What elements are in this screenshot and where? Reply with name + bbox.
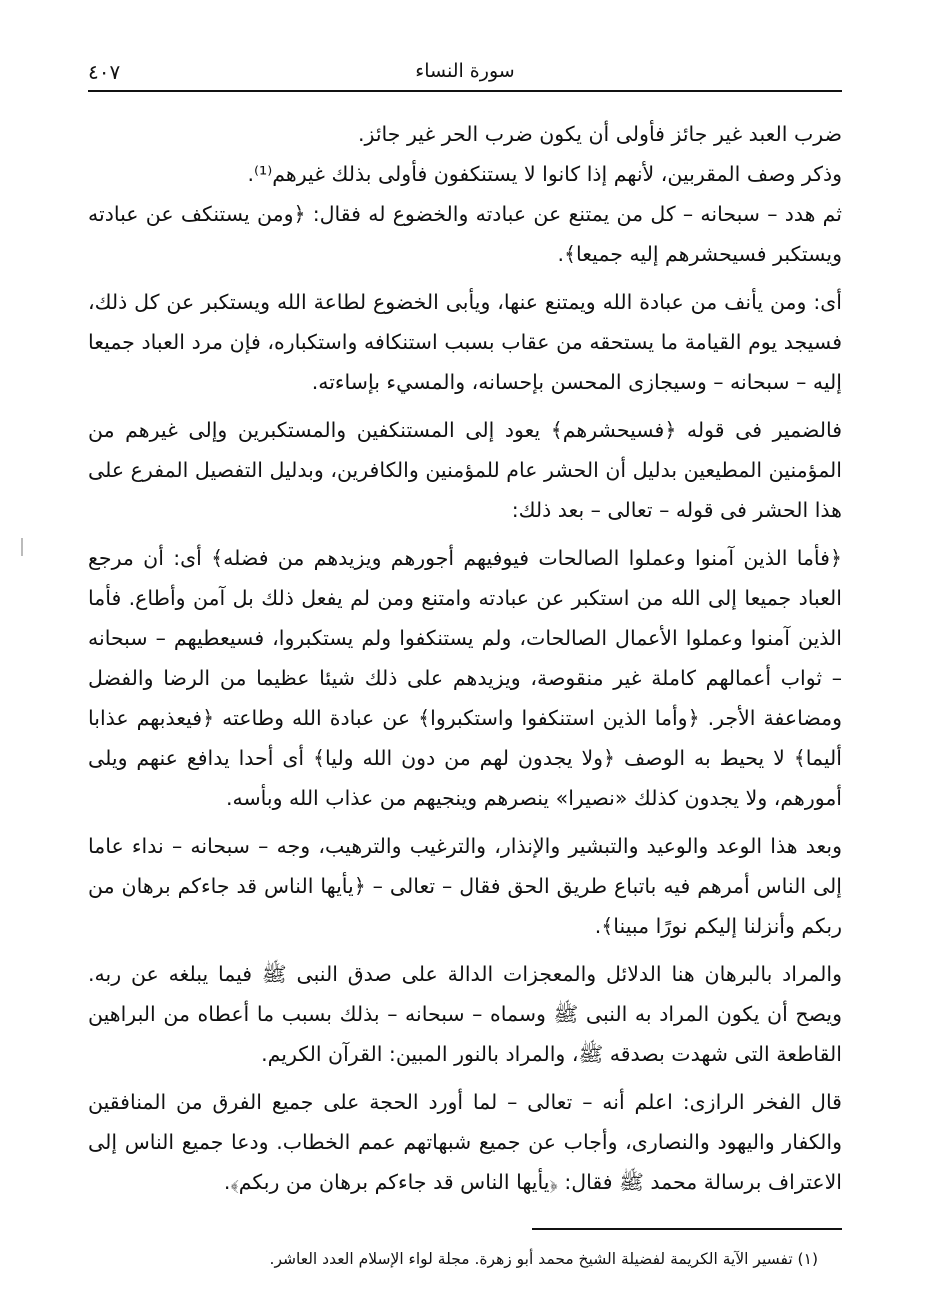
- paragraph: قال الفخر الرازى: اعلم أنه – تعالى – لما أورد الحجة على جميع الفرق من المنافقين والكفار واليهود والنصارى، وأجاب عن جميع شبهاتهم عمم الخطاب. ودعا جميع الناس إلى الاعتراف برسالة محمد ﷺ فقال: ﴿يأيها الناس قد جاءكم برهان من ربكم﴾.: [88, 1090, 842, 1194]
- paragraph: والمراد بالبرهان هنا الدلائل والمعجزات الدالة على صدق النبى ﷺ فيما يبلغه عن ربه. ويصح أن يكون المراد به النبى ﷺ وسماه – سبحانه – بذلك بسبب ما أعطاه من البراهين القاطعة التى شهدت بصدقه ﷺ، والمراد بالنور المبين: القرآن الكريم.: [88, 962, 842, 1066]
- paragraph: وذكر وصف المقربين، لأنهم إذا كانوا لا يستنكفون فأولى بذلك غيرهم⁽¹⁾.: [247, 162, 842, 186]
- page-number: ٤٠٧: [88, 60, 121, 84]
- paragraph: ضرب العبد غير جائز فأولى أن يكون ضرب الحر غير جائز.: [358, 122, 842, 146]
- paragraph: وبعد هذا الوعد والوعيد والتبشير والإنذار، والترغيب والترهيب، وجه – سبحانه – نداء عاما إلى الناس أمرهم فيه باتباع طريق الحق فقال – تعالى – ﴿يأيها الناس قد جاءكم برهان من ربكم وأنزلنا إليكم نورًا مبينا﴾.: [88, 834, 842, 938]
- running-title: سورة النساء: [415, 60, 515, 82]
- page-header: [88, 50, 842, 92]
- footnote-divider: [532, 1228, 842, 1230]
- footnote: (١) تفسير الآية الكريمة لفضيلة الشيخ محمد أبو زهرة. مجلة لواء الإسلام العدد العاشر.: [269, 1250, 818, 1268]
- paragraph: ﴿فأما الذين آمنوا وعملوا الصالحات فيوفيهم أجورهم ويزيدهم من فضله﴾ أى: أن مرجع العباد جميعا إلى الله من استكبر عن عبادته وامتنع ومن لم يفعل ذلك بل آمن وأطاع. فأما الذين آمنوا وعملوا الأعمال الصالحات، ولم يستنكفوا ولم يستكبروا، فسيعطيهم – سبحانه – ثواب أعمالهم كاملة غير منقوصة، ويزيدهم على ذلك شيئا عظيما من الرضا والفضل ومضاعفة الأجر. ﴿وأما الذين استنكفوا واستكبروا﴾ عن عبادة الله وطاعته ﴿فيعذبهم عذابا أليما﴾ لا يحيط به الوصف ﴿ولا يجدون لهم من دون الله وليا﴾ أى أحدا يدافع عنهم ويلى أمورهم، ولا يجدون كذلك «نصيرا» ينصرهم وينجيهم من عذاب الله وبأسه.: [88, 546, 842, 810]
- paragraph: فالضمير فى قوله ﴿فسيحشرهم﴾ يعود إلى المستنكفين والمستكبرين وإلى غيرهم من المؤمنين المطيعين بدليل أن الحشر عام للمؤمنين والكافرين، وبدليل التفصيل المفرع على هذا الحشر فى قوله – تعالى – بعد ذلك:: [88, 418, 842, 522]
- paragraph: أى: ومن يأنف من عبادة الله ويمتنع عنها، ويأبى الخضوع لطاعة الله ويستكبر عن كل ذلك، فسيجد يوم القيامة ما يستحقه من عقاب بسبب استنكافه واستكباره، فإن مرد العباد جميعا إليه – سبحانه – وسيجازى المحسن بإحسانه، والمسيء بإساءته.: [88, 290, 842, 394]
- book-page: [88, 50, 842, 1290]
- paragraph: ثم هدد – سبحانه – كل من يمتنع عن عبادته والخضوع له فقال: ﴿ومن يستنكف عن عبادته ويستكبر فسيحشرهم إليه جميعا﴾.: [88, 202, 842, 266]
- page-body: [88, 92, 842, 1202]
- margin-mark: [21, 538, 23, 556]
